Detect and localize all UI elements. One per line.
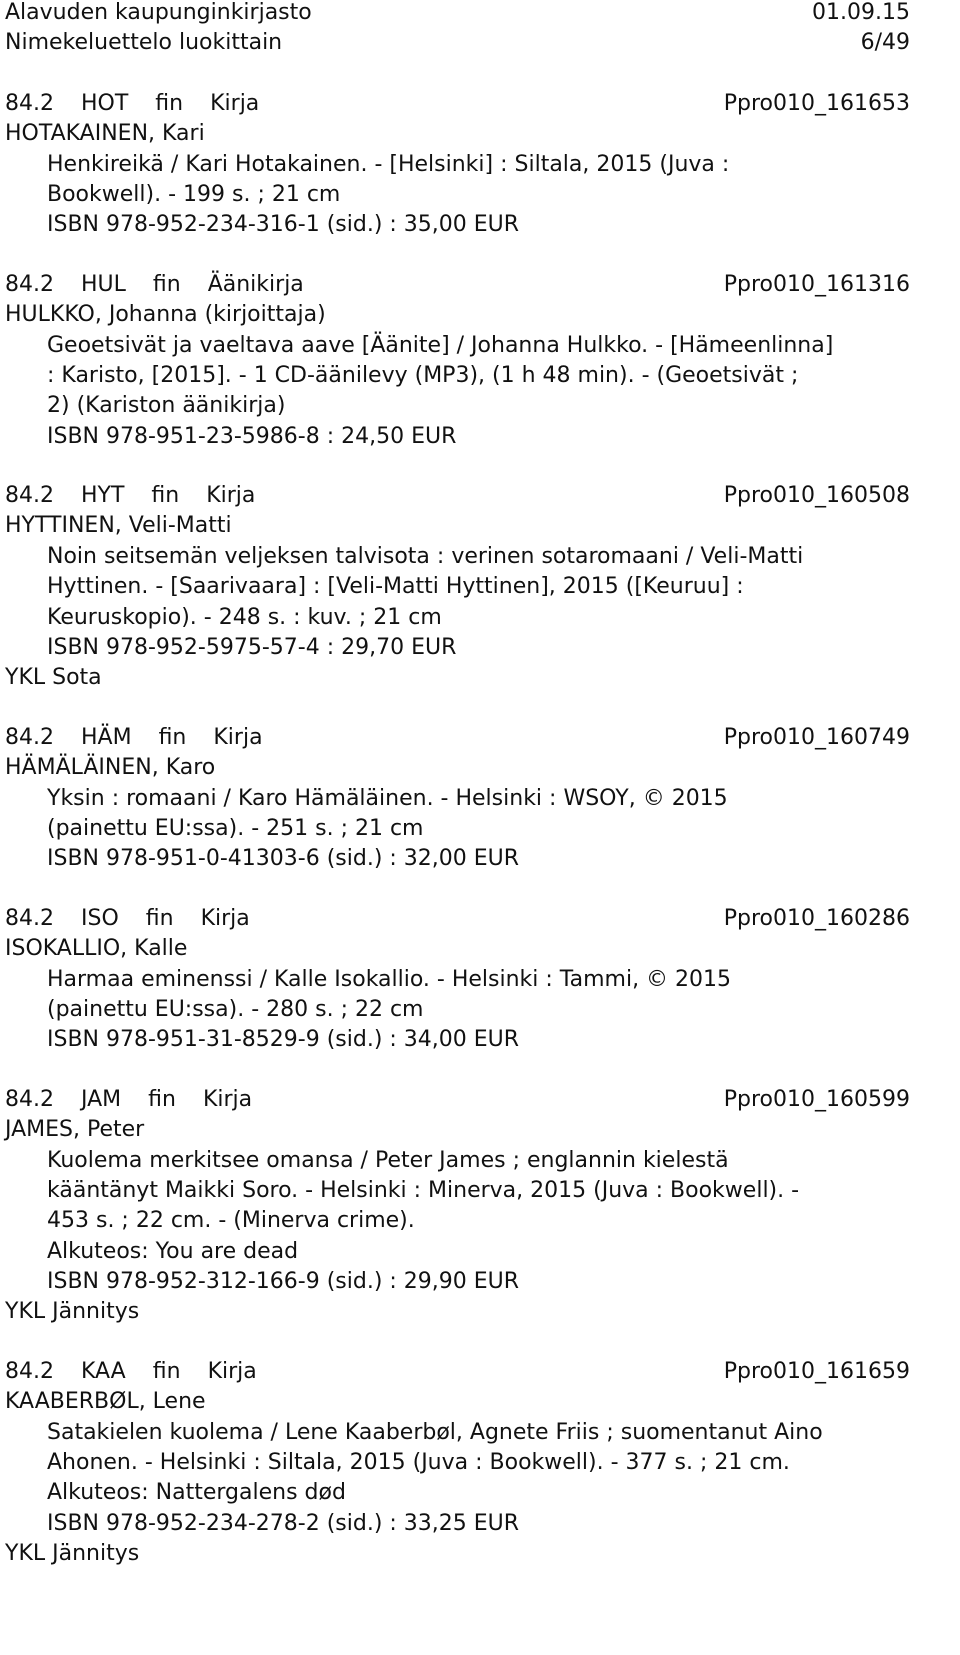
description-line: 453 s. ; 22 cm. - (Minerva crime). [47,1208,415,1234]
shelf-code: KAA [80,1358,126,1384]
original-title-line: Alkuteos: Nattergalens død [47,1480,346,1506]
description-line: Kuolema merkitsee omansa / Peter James ; englannin kielestä [47,1147,729,1173]
record-id: Ppro010_160508 [723,483,910,509]
material-type: Kirja [200,905,250,931]
author: ISOKALLIO, Kalle [5,936,188,962]
record-id: Ppro010_160599 [723,1086,910,1112]
original-title-line: Alkuteos: You are dead [47,1238,299,1264]
description-line: Geoetsivät ja vaeltava aave [Äänite] / Johanna Hulkko. - [Hämeenlinna] [47,332,834,358]
record-id: Ppro010_161316 [723,271,910,297]
catalog-entry [5,723,910,875]
catalog-entry [5,1085,910,1328]
call-number [5,1085,252,1115]
language: fin [155,90,184,116]
header-row-1 [5,0,910,28]
call-number [5,481,255,511]
author: HULKKO, Johanna (kirjoittaja) [5,302,326,328]
catalog-entry [5,904,910,1056]
entry-heading [5,904,910,934]
material-type: Äänikirja [207,271,304,297]
isbn-line: ISBN 978-951-0-41303-6 (sid.) : 32,00 EUR [47,846,520,872]
description-line: Keuruskopio). - 248 s. : kuv. ; 21 cm [47,604,442,630]
author: HOTAKAINEN, Kari [5,121,205,147]
material-type: Kirja [213,724,263,750]
description-line: (painettu EU:ssa). - 280 s. ; 22 cm [47,996,424,1022]
record-id: Ppro010_161653 [723,90,910,116]
description-line: Yksin : romaani / Karo Hämäläinen. - Helsinki : WSOY, © 2015 [47,785,728,811]
catalog-page [5,0,910,1570]
language: fin [145,905,174,931]
listing-title: Nimekeluettelo luokittain [5,30,283,56]
class-number: 84.2 [5,905,54,931]
isbn-line: ISBN 978-952-234-316-1 (sid.) : 35,00 EUR [47,212,520,238]
shelf-code: HOT [80,90,129,116]
entry-heading [5,89,910,119]
catalog-entry [5,89,910,241]
description-line: kääntänyt Maikki Soro. - Helsinki : Minerva, 2015 (Juva : Bookwell). - [47,1177,800,1203]
call-number [5,270,304,300]
isbn-line: ISBN 978-952-234-278-2 (sid.) : 33,25 EUR [47,1510,520,1536]
catalog-entry [5,270,910,452]
author: HYTTINEN, Veli-Matti [5,513,232,539]
shelf-code: HUL [80,271,126,297]
class-number: 84.2 [5,271,54,297]
call-number [5,723,263,753]
entry-heading [5,481,910,511]
description-line: Hyttinen. - [Saarivaara] : [Veli-Matti Hyttinen], 2015 ([Keuruu] : [47,574,744,600]
author: JAMES, Peter [5,1117,145,1143]
shelf-code: HYT [80,483,125,509]
shelf-code: JAM [80,1086,122,1112]
description-line: Harmaa eminenssi / Kalle Isokallio. - Helsinki : Tammi, © 2015 [47,966,732,992]
material-type: Kirja [202,1086,253,1112]
subject-heading: YKL Jännitys [5,1299,140,1325]
record-id: Ppro010_160749 [723,724,910,750]
description-line: Satakielen kuolema / Lene Kaaberbøl, Agnete Friis ; suomentanut Aino [47,1419,823,1445]
entry-heading [5,1357,910,1387]
language: fin [152,271,181,297]
description-line: 2) (Kariston äänikirja) [47,393,286,419]
record-id: Ppro010_160286 [723,905,910,931]
call-number [5,1357,257,1387]
language: fin [158,724,187,750]
record-id: Ppro010_161659 [723,1358,910,1384]
language: fin [152,1358,181,1384]
description-line: Bookwell). - 199 s. ; 21 cm [47,181,341,207]
class-number: 84.2 [5,1086,54,1112]
description-line: Henkireikä / Kari Hotakainen. - [Helsinki] : Siltala, 2015 (Juva : [47,151,730,177]
shelf-code: ISO [80,905,119,931]
description-line: : Karisto, [2015]. - 1 CD-äänilevy (MP3), (1 h 48 min). - (Geoetsivät ; [47,362,799,388]
description-line: (painettu EU:ssa). - 251 s. ; 21 cm [47,815,424,841]
material-type: Kirja [207,1358,257,1384]
isbn-line: ISBN 978-951-23-5986-8 : 24,50 EUR [47,423,457,449]
author: HÄMÄLÄINEN, Karo [5,755,216,781]
shelf-code: HÄM [80,724,132,750]
entry-heading [5,270,910,300]
author: KAABERBØL, Lene [5,1389,206,1415]
material-type: Kirja [206,483,256,509]
isbn-line: ISBN 978-952-5975-57-4 : 29,70 EUR [47,635,457,661]
class-number: 84.2 [5,90,54,116]
class-number: 84.2 [5,724,54,750]
language: fin [148,1086,176,1112]
language: fin [151,483,180,509]
isbn-line: ISBN 978-952-312-166-9 (sid.) : 29,90 EUR [47,1269,520,1295]
subject-heading: YKL Sota [5,665,102,691]
isbn-line: ISBN 978-951-31-8529-9 (sid.) : 34,00 EUR [47,1027,520,1053]
catalog-entry [5,1357,910,1570]
print-date: 01.09.15 [812,0,910,25]
page-number: 6/49 [860,30,910,56]
catalog-entry [5,481,910,694]
class-number: 84.2 [5,483,54,509]
entry-heading [5,723,910,753]
page-header [5,0,910,59]
header-row-2 [5,28,910,58]
subject-heading: YKL Jännitys [5,1541,140,1567]
material-type: Kirja [210,90,260,116]
call-number [5,904,250,934]
class-number: 84.2 [5,1358,54,1384]
call-number [5,89,259,119]
description-line: Noin seitsemän veljeksen talvisota : verinen sotaromaani / Veli-Matti [47,543,804,569]
entry-heading [5,1085,910,1115]
library-name: Alavuden kaupunginkirjasto [5,0,312,25]
description-line: Ahonen. - Helsinki : Siltala, 2015 (Juva : Bookwell). - 377 s. ; 21 cm. [47,1450,790,1476]
